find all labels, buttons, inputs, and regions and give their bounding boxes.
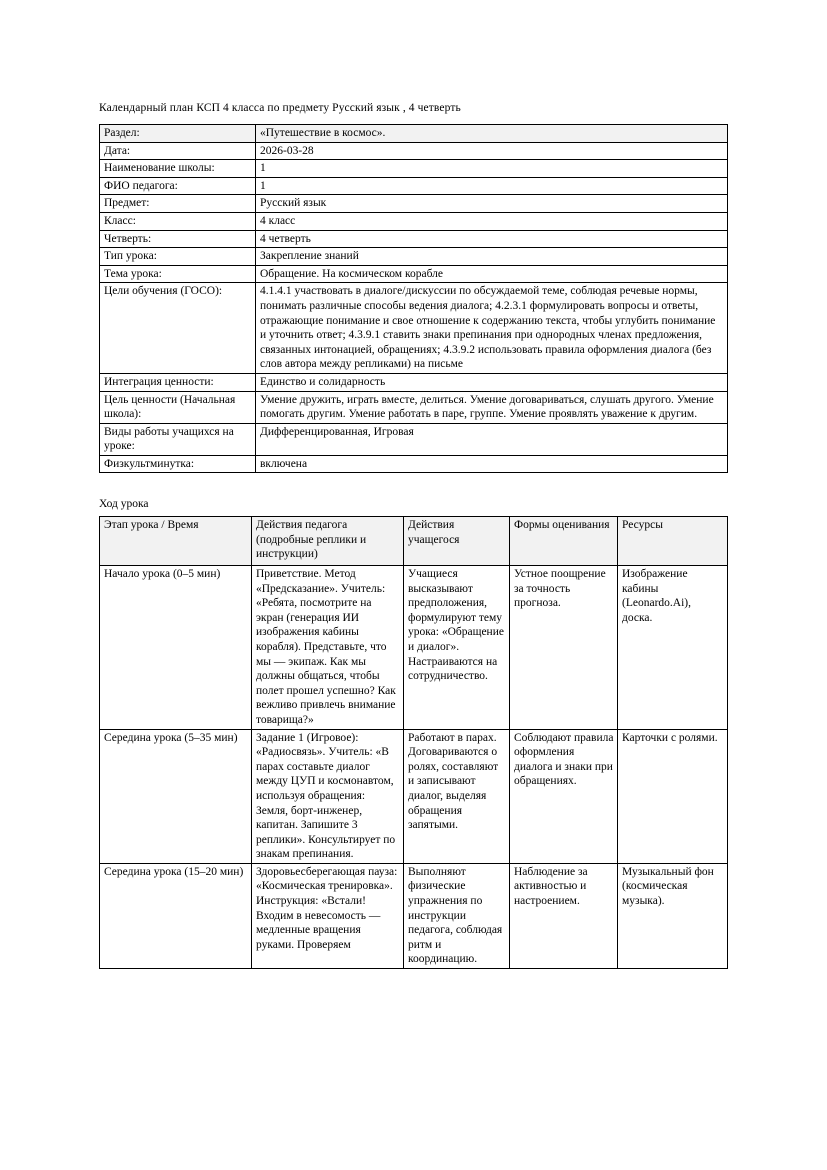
info-row-value: Умение дружить, играть вместе, делиться. Умение договариваться, слушать другого. Умение помогать другим. Умение работать в паре, группе. Умение проявлять уважение к другим. [256,391,728,423]
info-row-value: 4.1.4.1 участвовать в диалоге/дискуссии по обсуждаемой теме, соблюдая речевые нормы, понимать различные способы ведения диалога; 4.2.3.1 формулировать вопросы и ответы, отражающие понимание и свое отношение к содержанию текста, чтобы углубить понимание и уточнить ответ; 4.3.9.1 ставить знаки препинания при однородных членах предложения, связанных интонацией, обращениях; 4.3.9.2 использовать правила оформления диалога (без слов автора между репликами) на письме [256,283,728,374]
table-row [100,391,728,423]
info-row-label: Класс: [100,212,256,230]
student-actions-cell: Выполняют физические упражнения по инструкции педагога, соблюдая ритм и координацию. [404,863,510,968]
table-row [100,863,728,968]
page-title: Календарный план КСП 4 класса по предмету Русский язык , 4 четверть [99,102,461,114]
stage-cell: Середина урока (5–35 мин) [100,729,252,863]
info-row-value: Русский язык [256,195,728,213]
student-actions-cell: Работают в парах. Договариваются о ролях, составляют и записывают диалог, выделяя обращения запятыми. [404,729,510,863]
lesson-flow-body [100,566,728,969]
assessment-forms-cell: Устное поощрение за точность прогноза. [510,566,618,730]
table-row [100,212,728,230]
info-row-value: 4 четверть [256,230,728,248]
table-row [100,423,728,455]
lesson-flow-header [100,517,728,566]
info-row-label: Дата: [100,142,256,160]
resources-cell: Музыкальный фон (космическая музыка). [618,863,728,968]
table-row [100,248,728,266]
stage-cell: Середина урока (15–20 мин) [100,863,252,968]
column-header: Этап урока / Время [100,517,252,566]
lesson-flow-table [99,516,728,969]
info-row-label: Физкультминутка: [100,455,256,473]
info-row-label: Тема урока: [100,265,256,283]
resources-cell: Карточки с ролями. [618,729,728,863]
info-row-value: Единство и солидарность [256,373,728,391]
table-row [100,283,728,374]
info-row-value: «Путешествие в космос». [256,125,728,143]
info-row-value: 1 [256,160,728,178]
student-actions-cell: Учащиеся высказывают предположения, формулируют тему урока: «Обращение и диалог». Настраиваются на сотрудничество. [404,566,510,730]
table-row [100,729,728,863]
table-row [100,142,728,160]
info-row-value: 4 класс [256,212,728,230]
table-row [100,230,728,248]
info-row-label: Четверть: [100,230,256,248]
info-row-label: Тип урока: [100,248,256,266]
table-row [100,125,728,143]
table-header-row [100,517,728,566]
column-header: Действия учащегося [404,517,510,566]
assessment-forms-cell: Соблюдают правила оформления диалога и знаки при обращениях. [510,729,618,863]
info-row-value: Обращение. На космическом корабле [256,265,728,283]
info-row-label: Предмет: [100,195,256,213]
info-row-value: включена [256,455,728,473]
info-row-value: Закрепление знаний [256,248,728,266]
table-row [100,195,728,213]
info-row-label: Раздел: [100,125,256,143]
table-row [100,566,728,730]
stage-cell: Начало урока (0–5 мин) [100,566,252,730]
column-header: Формы оценивания [510,517,618,566]
column-header: Действия педагога (подробные реплики и инструкции) [252,517,404,566]
teacher-actions-cell: Приветствие. Метод «Предсказание». Учитель: «Ребята, посмотрите на экран (генерация ИИ изображения кабины корабля). Представьте, что мы — экипаж. Как мы должны общаться, чтобы полет прошел успешно? Как вежливо привлечь внимание товарища?» [252,566,404,730]
table-row [100,373,728,391]
info-row-label: Цель ценности (Начальная школа): [100,391,256,423]
info-row-value: Дифференцированная, Игровая [256,423,728,455]
info-row-label: Интеграция ценности: [100,373,256,391]
info-row-label: Цели обучения (ГОСО): [100,283,256,374]
info-row-value: 1 [256,177,728,195]
lesson-info-body [100,125,728,473]
column-header: Ресурсы [618,517,728,566]
assessment-forms-cell: Наблюдение за активностью и настроением. [510,863,618,968]
teacher-actions-cell: Здоровьесберегающая пауза: «Космическая тренировка». Инструкция: «Встали! Входим в невесомость — медленные вращения руками. Проверяем [252,863,404,968]
info-row-label: Наименование школы: [100,160,256,178]
lesson-info-table [99,124,728,473]
resources-cell: Изображение кабины (Leonardo.Ai), доска. [618,566,728,730]
table-row [100,160,728,178]
table-row [100,455,728,473]
info-row-label: ФИО педагога: [100,177,256,195]
table-row [100,177,728,195]
table-row [100,265,728,283]
info-row-value: 2026-03-28 [256,142,728,160]
teacher-actions-cell: Задание 1 (Игровое): «Радиосвязь». Учитель: «В парах составьте диалог между ЦУП и космонавтом, используя обращения: Земля, борт-инженер, капитан. Запишите 3 реплики». Консультирует по знакам препинания. [252,729,404,863]
lesson-flow-heading: Ход урока [99,498,149,510]
info-row-label: Виды работы учащихся на уроке: [100,423,256,455]
